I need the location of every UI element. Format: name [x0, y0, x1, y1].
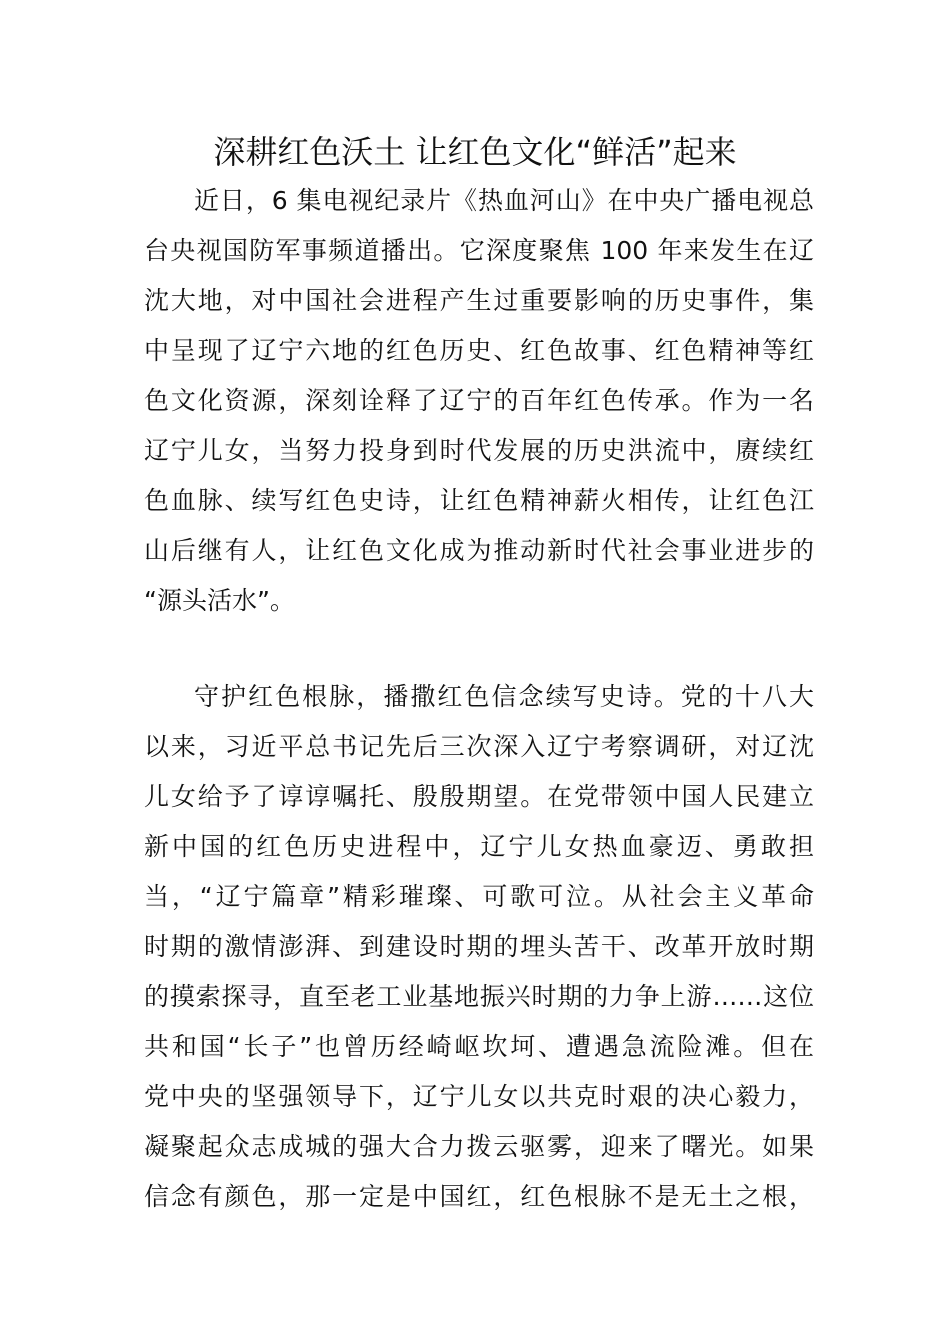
paragraph-line: 的摸索探寻，直至老工业基地振兴时期的力争上游……这位 — [144, 982, 814, 1011]
paragraph-line: 中呈现了辽宁六地的红色历史、红色故事、红色精神等红 — [144, 336, 814, 365]
paragraph-line: 时期的激情澎湃、到建设时期的埋头苦干、改革开放时期 — [144, 932, 814, 961]
paragraph-line: 色文化资源，深刻诠释了辽宁的百年红色传承。作为一名 — [144, 386, 814, 415]
paragraph-line: 沈大地，对中国社会进程产生过重要影响的历史事件，集 — [144, 286, 814, 315]
paragraph-2 — [144, 672, 814, 1222]
paragraph-line: 凝聚起众志成城的强大合力拨云驱雾，迎来了曙光。如果 — [144, 1132, 814, 1161]
paragraph-line: 近日，6 集电视纪录片《热血河山》在中央广播电视总 — [194, 186, 814, 215]
paragraph-line: 守护红色根脉，播撒红色信念续写史诗。党的十八大 — [194, 682, 814, 711]
paragraph-line: 山后继有人，让红色文化成为推动新时代社会事业进步的 — [144, 536, 814, 565]
paragraph-line: 儿女给予了谆谆嘱托、殷殷期望。在党带领中国人民建立 — [144, 782, 814, 811]
paragraph-line: 以来，习近平总书记先后三次深入辽宁考察调研，对辽沈 — [144, 732, 814, 761]
paragraph-line: 信念有颜色，那一定是中国红，红色根脉不是无土之根， — [144, 1182, 814, 1211]
paragraph-line: 台央视国防军事频道播出。它深度聚焦 100 年来发生在辽 — [144, 236, 814, 265]
paragraph-line: 党中央的坚强领导下，辽宁儿女以共克时艰的决心毅力， — [144, 1082, 814, 1111]
paragraph-line: 新中国的红色历史进程中，辽宁儿女热血豪迈、勇敢担 — [144, 832, 814, 861]
page-title: 深耕红色沃土 让红色文化“鲜活”起来 — [213, 133, 737, 171]
paragraph-line: 色血脉、续写红色史诗，让红色精神薪火相传，让红色江 — [144, 486, 814, 515]
paragraph-line: 当，“辽宁篇章”精彩璀璨、可歌可泣。从社会主义革命 — [144, 882, 814, 911]
paragraph-line: 辽宁儿女，当努力投身到时代发展的历史洪流中，赓续红 — [144, 436, 814, 465]
paragraph-line: 共和国“长子”也曾历经崎岖坎坷、遭遇急流险滩。但在 — [144, 1032, 814, 1061]
paragraph-1 — [144, 176, 814, 626]
paragraph-line: “源头活水”。 — [144, 586, 295, 615]
